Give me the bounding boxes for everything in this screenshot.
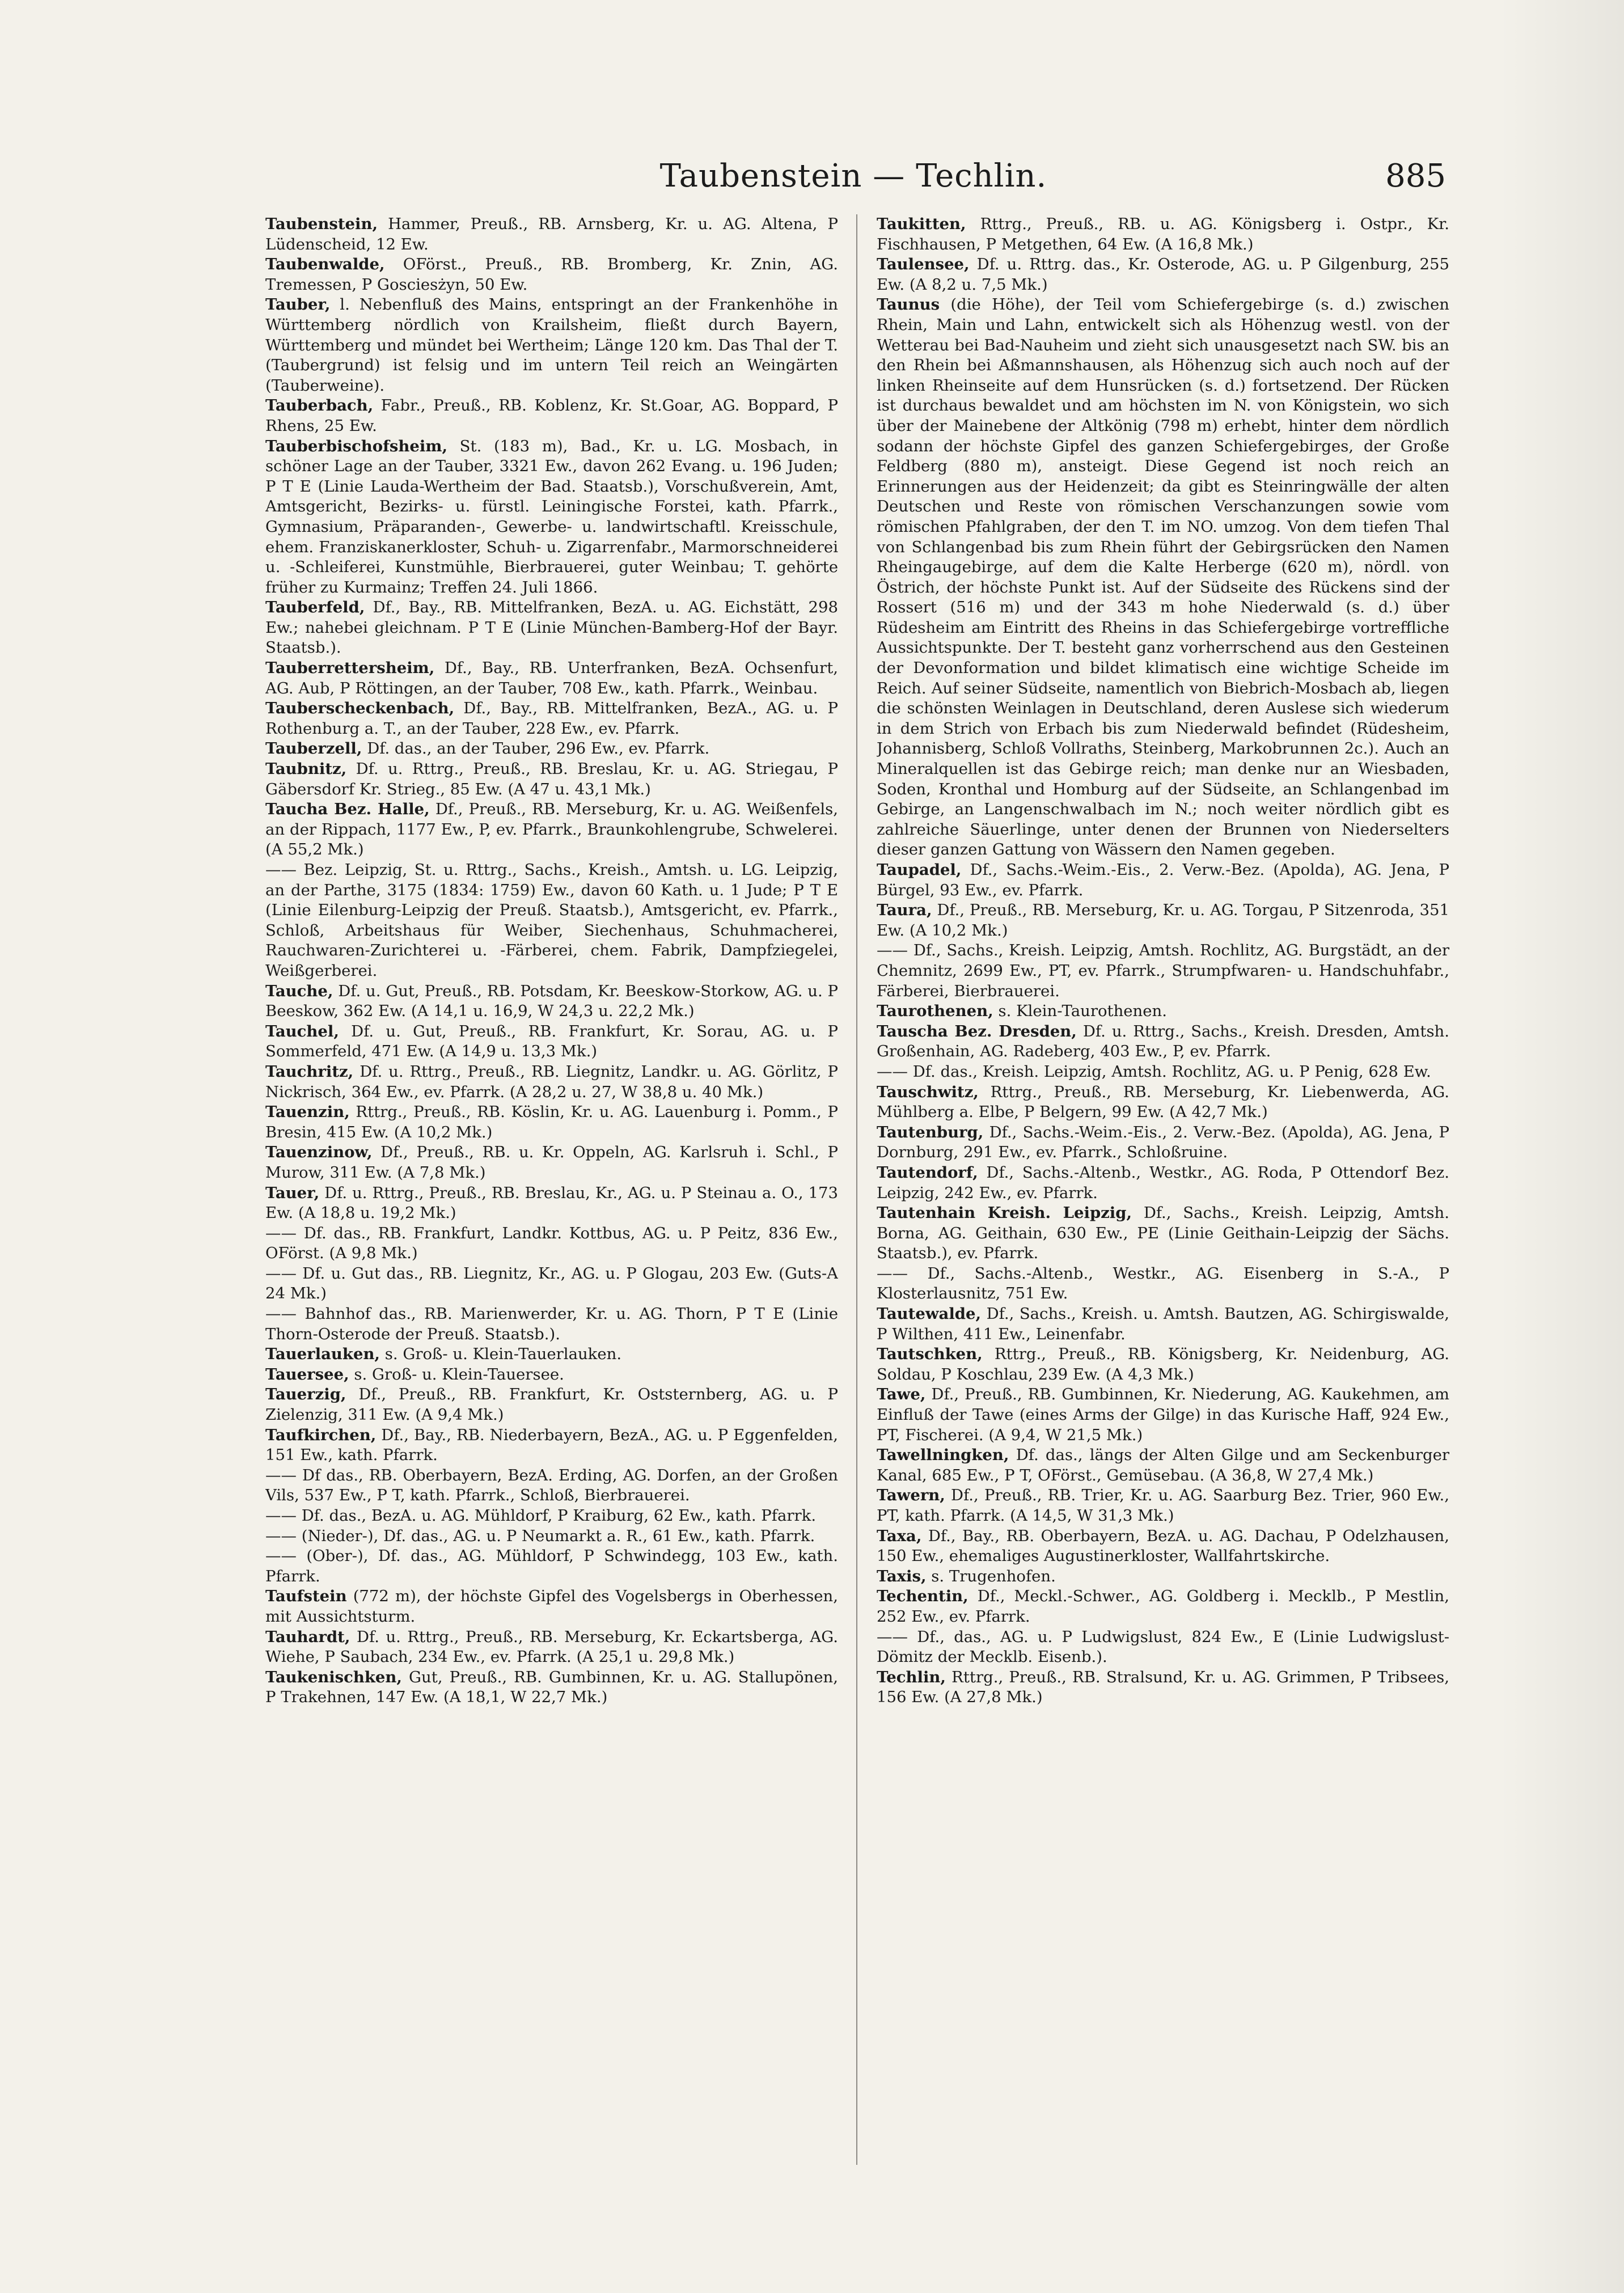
entry-text: Df., Bay., RB. Oberbayern, BezA. u. AG. Dachau, P Odelzhausen, 150 Ew., ehemaliges Augustinerkloster, Wallfahrtskirche. xyxy=(877,1526,1449,1566)
gazetteer-entry xyxy=(265,799,838,860)
entry-headword: Tauberscheckenbach, xyxy=(265,699,455,718)
gazetteer-entry xyxy=(265,1627,838,1668)
page-edge-shadow xyxy=(1499,0,1624,2293)
page-number: 885 xyxy=(1385,158,1446,194)
entry-headword: Tauenzinow, xyxy=(265,1143,373,1162)
gazetteer-entry xyxy=(265,658,838,699)
entry-headword: —— Df das., xyxy=(265,1466,363,1484)
gazetteer-entry xyxy=(265,1425,838,1466)
entry-text: St. u. Rttrg., Sachs., Kreish., Amtsh. u. LG. Leipzig, an der Parthe, 3175 (1834: 1759) Ew., davon 60 Kath. u. 1 Jude; P T E (Linie Eilenburg-Leipzig der Preuß. Staatsb.), Amtsgericht, ev. Pfarrk., Schloß, Arbeitshaus für Weiber, Siechenhaus, Schuhmacherei, Rauchwaren-Zurichterei u. -Färberei, chem. Fabrik, Dampfziegelei, Weißgerberei. xyxy=(265,861,838,980)
entry-headword: Taxa, xyxy=(877,1526,922,1545)
entry-headword: Tauberbischofsheim, xyxy=(265,437,448,455)
entry-text: RB. Oberbayern, BezA. Erding, AG. Dorfen, an der Großen Vils, 537 Ew., P T, kath. Pfarrk., Schloß, Bierbrauerei. xyxy=(265,1466,838,1505)
entry-headword: Techentin, xyxy=(877,1587,969,1606)
entry-headword: Taurothenen, xyxy=(877,1002,993,1021)
entry-headword: —— Df. das., xyxy=(877,1062,978,1081)
entry-headword: —— Df. das., xyxy=(265,1507,367,1525)
gazetteer-entry xyxy=(265,1506,838,1526)
gazetteer-entry xyxy=(265,1102,838,1143)
gazetteer-entry xyxy=(265,860,838,981)
gazetteer-entry xyxy=(877,1001,1449,1022)
entry-headword: —— Df. das., xyxy=(265,1224,371,1242)
gazetteer-entry xyxy=(265,1183,838,1224)
entry-text: (772 m), der höchste Gipfel des Vogelsbergs in Oberhessen, mit Aussichtsturm. xyxy=(265,1587,838,1626)
entry-headword: —— Df., xyxy=(877,941,941,960)
entry-text: Df., Meckl.-Schwer., AG. Goldberg i. Mecklb., P Mestlin, 252 Ew., ev. Pfarrk. xyxy=(877,1587,1449,1626)
entry-text: Df. u. Rttrg., Preuß., RB. Breslau, Kr. u. AG. Striegau, P Gäbersdorf Kr. Strieg., 85 Ew. (A 47 u. 43,1 Mk.) xyxy=(265,760,838,798)
entry-headword: —— (Ober-), xyxy=(265,1547,369,1566)
entry-headword: Taukitten, xyxy=(877,215,966,233)
entry-text: Df. u. Gut, Preuß., RB. Potsdam, Kr. Beeskow-Storkow, AG. u. P Beeskow, 362 Ew. (A 14,1 u. 16,9, W 24,3 u. 22,2 Mk.) xyxy=(265,981,838,1021)
entry-headword: Tauberfeld, xyxy=(265,598,365,617)
entry-headword: Tautenhain Kreish. Leipzig, xyxy=(877,1204,1132,1222)
column-divider xyxy=(856,214,857,2165)
gazetteer-entry xyxy=(877,1385,1449,1445)
entry-headword: Tauchel, xyxy=(265,1022,339,1040)
gazetteer-entry xyxy=(877,1203,1449,1264)
gazetteer-entry xyxy=(877,1627,1449,1668)
entry-headword: Tauerzig, xyxy=(265,1385,346,1404)
gazetteer-entry xyxy=(877,1587,1449,1627)
gazetteer-entry xyxy=(265,1385,838,1425)
gazetteer-entry xyxy=(877,1344,1449,1385)
entry-headword: —— (Nieder-), xyxy=(265,1526,379,1545)
gazetteer-entry xyxy=(877,1445,1449,1486)
entry-headword: Tawern, xyxy=(877,1486,945,1505)
entry-text: Fabr., Preuß., RB. Koblenz, Kr. St.Goar, AG. Boppard, P Rhens, 25 Ew. xyxy=(265,396,838,435)
gazetteer-entry xyxy=(265,1304,838,1344)
entry-headword: Tauber, xyxy=(265,295,331,314)
entry-headword: Tauhardt, xyxy=(265,1627,350,1646)
entry-text: RB. Marienwerder, Kr. u. AG. Thorn, P T E (Linie Thorn-Osterode der Preuß. Staatsb.). xyxy=(265,1305,838,1343)
gazetteer-entry xyxy=(265,1143,838,1183)
entry-headword: Tauche, xyxy=(265,981,333,1000)
entry-text: BezA. u. AG. Mühldorf, P Kraiburg, 62 Ew., kath. Pfarrk. xyxy=(366,1507,817,1525)
entry-headword: —— Df., Sachs.-Altenb., xyxy=(877,1264,1093,1283)
gazetteer-entry xyxy=(877,1567,1449,1587)
entry-text: Df., Sachs.-Weim.-Eis., 2. Verw.-Bez. (Apolda), AG. Jena, P Bürgel, 93 Ew., ev. Pfarrk. xyxy=(877,861,1449,899)
entry-text: Df. das., an der Tauber, 296 Ew., ev. Pfarrk. xyxy=(362,739,710,758)
entry-headword: Taunus xyxy=(877,295,940,314)
entry-headword: Taufkirchen, xyxy=(265,1425,377,1444)
gazetteer-entry xyxy=(265,255,838,295)
gazetteer-entry xyxy=(265,437,838,598)
entry-text: Rttrg., Preuß., RB. Königsberg, Kr. Neidenburg, AG. Soldau, P Koschlau, 239 Ew. (A 4,3 Mk.) xyxy=(877,1345,1449,1384)
entry-text: Sachs., Kreish. Leipzig, Amtsh. Rochlitz, AG. Burgstädt, an der Chemnitz, 2699 Ew., PT, ev. Pfarrk., Strumpfwaren- u. Handschuhfabr., Färberei, Bierbrauerei. xyxy=(877,941,1449,1000)
entry-headword: Tauenzin, xyxy=(265,1103,350,1122)
entry-text: Df. u. Rttrg., Sachs., Kreish. Dresden, Amtsh. Großenhain, AG. Radeberg, 403 Ew., P, ev. Pfarrk. xyxy=(877,1022,1449,1061)
entry-text: Df., Bay., RB. Niederbayern, BezA., AG. u. P Eggenfelden, 151 Ew., kath. Pfarrk. xyxy=(265,1425,838,1465)
entry-text: Gut, Preuß., RB. Gumbinnen, Kr. u. AG. Stallupönen, P Trakehnen, 147 Ew. (A 18,1, W 22,7 Mk.) xyxy=(265,1668,838,1707)
gazetteer-entry xyxy=(265,1022,838,1062)
right-column xyxy=(877,214,1449,2210)
entry-headword: Taubenwalde, xyxy=(265,255,385,274)
entry-headword: Tauer, xyxy=(265,1183,320,1202)
left-column xyxy=(265,214,838,2210)
entry-text: Hammer, Preuß., RB. Arnsberg, Kr. u. AG. Altena, P Lüdenscheid, 12 Ew. xyxy=(265,215,838,253)
gazetteer-entry xyxy=(265,739,838,759)
entry-text: Df. u. Rttrg. das., Kr. Osterode, AG. u. P Gilgenburg, 255 Ew. (A 8,2 u. 7,5 Mk.) xyxy=(877,255,1449,294)
entry-text: Df. u. Gut, Preuß., RB. Frankfurt, Kr. Sorau, AG. u. P Sommerfeld, 471 Ew. (A 14,9 u. 13,3 Mk.) xyxy=(265,1022,838,1061)
entry-headword: Taupadel, xyxy=(877,861,962,879)
entry-text: Df., Preuß., RB. Frankfurt, Kr. Oststernberg, AG. u. P Zielenzig, 311 Ew. (A 9,4 Mk.) xyxy=(265,1385,838,1424)
entry-text: Df. das., AG. Mühldorf, P Schwindegg, 103 Ew., kath. Pfarrk. xyxy=(265,1547,838,1585)
gazetteer-entry xyxy=(877,1526,1449,1567)
entry-text: Df., Sachs., Kreish. u. Amtsh. Bautzen, AG. Schirgiswalde, P Wilthen, 411 Ew., Leinenfabr. xyxy=(877,1305,1449,1343)
entry-text: RB. Frankfurt, Landkr. Kottbus, AG. u. P Peitz, 836 Ew., OFörst. (A 9,8 Mk.) xyxy=(265,1224,838,1263)
entry-text: Df., Preuß., RB. Trier, Kr. u. AG. Saarburg Bez. Trier, 960 Ew., PT, kath. Pfarrk. (A 14,5, W 31,3 Mk.) xyxy=(877,1486,1449,1525)
gazetteer-entry xyxy=(877,1486,1449,1526)
gazetteer-entry xyxy=(877,1304,1449,1344)
entry-text: AG. u. P Ludwigslust, 824 Ew., E (Linie Ludwigslust-Dömitz der Mecklb. Eisenb.). xyxy=(877,1627,1449,1666)
gazetteer-entry xyxy=(265,1264,838,1304)
entry-headword: Taubnitz, xyxy=(265,760,347,779)
entry-text: Df. u. Rttrg., Preuß., RB. Breslau, Kr., AG. u. P Steinau a. O., 173 Ew. (A 18,8 u. 19,2 Mk.) xyxy=(265,1183,838,1222)
gazetteer-entry xyxy=(265,981,838,1022)
entry-text: RB. Liegnitz, Kr., AG. u. P Glogau, 203 Ew. (Guts-A 24 Mk.) xyxy=(265,1264,838,1303)
entry-headword: Tautschken, xyxy=(877,1345,983,1364)
gazetteer-entry xyxy=(877,214,1449,255)
entry-text: Rttrg., Preuß., RB. Köslin, Kr. u. AG. Lauenburg i. Pomm., P Bresin, 415 Ew. (A 10,2 Mk.) xyxy=(265,1103,838,1141)
entry-headword: —— Df. u. Gut das., xyxy=(265,1264,424,1283)
gazetteer-entry xyxy=(877,1123,1449,1163)
gazetteer-entry xyxy=(265,1466,838,1506)
gazetteer-entry xyxy=(265,1224,838,1264)
entry-text: Df., Preuß., RB. u. Kr. Oppeln, AG. Karlsruh i. Schl., P Murow, 311 Ew. (A 7,8 Mk.) xyxy=(265,1143,838,1182)
entry-headword: Tautendorf, xyxy=(877,1163,978,1182)
entry-text: Df., Bay., RB. Mittelfranken, BezA., AG. u. P Rothenburg a. T., an der Tauber, 228 Ew., ev. Pfarrk. xyxy=(265,699,838,738)
entry-text: s. Groß- u. Klein-Tauersee. xyxy=(349,1365,564,1384)
gazetteer-entry xyxy=(265,214,838,255)
entry-headword: Taxis, xyxy=(877,1567,927,1585)
gazetteer-entry xyxy=(877,295,1449,860)
gazetteer-entry xyxy=(265,759,838,799)
entry-text: Rttrg., Preuß., RB. Merseburg, Kr. Liebenwerda, AG. Mühlberg a. Elbe, P Belgern, 99 Ew. (A 42,7 Mk.) xyxy=(877,1082,1449,1122)
entry-text: Westkr., AG. Eisenberg in S.-A., P Klosterlausnitz, 751 Ew. xyxy=(877,1264,1449,1303)
entry-headword: Taukenischken, xyxy=(265,1668,402,1686)
entry-text: s. Groß- u. Klein-Tauerlauken. xyxy=(380,1345,622,1364)
entry-headword: Tauersee, xyxy=(265,1365,349,1384)
entry-text: Rttrg., Preuß., RB. u. AG. Königsberg i. Ostpr., Kr. Fischhausen, P Metgethen, 64 Ew. (A 16,8 Mk.) xyxy=(877,215,1449,253)
gazetteer-entry xyxy=(265,1587,838,1627)
entry-headword: —— Df., das., xyxy=(877,1627,991,1646)
gazetteer-entry xyxy=(877,860,1449,900)
running-title: Taubenstein — Techlin. xyxy=(659,158,1047,194)
gazetteer-entry xyxy=(265,1546,838,1587)
gazetteer-entry xyxy=(265,1062,838,1102)
entry-headword: Taulensee, xyxy=(877,255,970,274)
entry-headword: Techlin, xyxy=(877,1668,946,1686)
entry-headword: Tauscha Bez. Dresden, xyxy=(877,1022,1077,1040)
entry-text: OFörst., Preuß., RB. Bromberg, Kr. Znin, AG. Tremessen, P Gosciesżyn, 50 Ew. xyxy=(265,255,838,294)
entry-text: s. Klein-Taurothenen. xyxy=(993,1002,1167,1021)
entry-text: Df., Bay., RB. Mittelfranken, BezA. u. AG. Eichstätt, 298 Ew.; nahebei gleichnam. P T E (Linie München-Bamberg-Hof der Bayr. Staatsb.). xyxy=(265,598,838,657)
entry-text: Df., Preuß., RB. Gumbinnen, Kr. Niederung, AG. Kaukehmen, am Einfluß der Tawe (eines Arms der Gilge) in das Kurische Haff, 924 Ew., PT, Fischerei. (A 9,4, W 21,5 Mk.) xyxy=(877,1385,1449,1444)
entry-text: (die Höhe), der Teil vom Schiefergebirge (s. d.) zwischen Rhein, Main und Lahn, entwickelt sich als Höhenzug westl. von der Wetterau bei Bad-Nauheim und zieht sich unausgesetzt nach SW. bis an den Rhein bei Aßmannshausen, als Höhenzug sich auch noch auf der linken Rheinseite auf dem Hunsrücken (s. d.) fortsetzend. Der Rücken ist durchaus bewaldet und am höchsten im N. von Königstein, wo sich über der Mainebene der Altkönig (798 m) erhebt, hinter dem nördlich sodann der höchste Gipfel des ganzen Schiefergebirges, der Große Feldberg (880 m), ansteigt. Diese Gegend ist noch reich an Erinnerungen aus der Heidenzeit; da gibt es Steinringwälle der alten Deutschen und Reste von römischen Verschanzungen sowie vom römischen Pfahlgraben, der den T. im NO. umzog. Von dem tiefen Thal von Schlangenbad bis zum Rhein führt der Gebirgsrücken den Namen Rheingaugebirge, auf dem die Kalte Herberge (620 m), nördl. von Östrich, der höchste Punkt ist. Auf der Südseite des Rückens sind der Rossert (516 m) und der 343 m hohe Niederwald (s. d.) über Rüdesheim am Eintritt des Rheins in das Schiefergebirge vortreffliche Aussichtspunkte. Der T. besteht ganz vorherrschend aus den Gesteinen der Devonformation und bildet klimatisch eine wichtige Scheide im Reich. Auf seiner Südseite, namentlich von Biebrich-Mosbach ab, liegen die schönsten Weinlagen in Deutschland, deren Auslese sich wiederum in dem Strich von Erbach bis zum Niederwald befindet (Rüdesheim, Johannisberg, Schloß Vollraths, Steinberg, Markobrunnen 2c.). Auch an Mineralquellen ist das Gebirge reich; man denke nur an Wiesbaden, Soden, Kronthal und Homburg auf der Südseite, an Schlangenbad im Gebirge, an Langenschwalbach im N.; noch weiter nördlich gibt es zahlreiche Säuerlinge, unter denen der Brunnen von Niederselters dieser ganzen Gattung von Wässern den Namen gegeben. xyxy=(877,295,1449,859)
entry-text: Df., Sachs.-Altenb., Westkr., AG. Roda, P Ottendorf Bez. Leipzig, 242 Ew., ev. Pfarrk. xyxy=(877,1163,1449,1202)
entry-headword: Tauerlauken, xyxy=(265,1345,380,1364)
gazetteer-entry xyxy=(877,1082,1449,1123)
entry-text: Df., Sachs.-Weim.-Eis., 2. Verw.-Bez. (Apolda), AG. Jena, P Dornburg, 291 Ew., ev. Pfarrk., Schloßruine. xyxy=(877,1123,1449,1162)
entry-headword: Taubenstein, xyxy=(265,215,378,233)
gazetteer-entry xyxy=(265,295,838,396)
entry-text: Kreish. Leipzig, Amtsh. Rochlitz, AG. u. P Penig, 628 Ew. xyxy=(978,1062,1431,1081)
gazetteer-entry xyxy=(265,1668,838,1708)
gazetteer-entry xyxy=(877,900,1449,941)
entry-text: Df., Bay., RB. Unterfranken, BezA. Ochsenfurt, AG. Aub, P Röttingen, an der Tauber, 708 Ew., kath. Pfarrk., Weinbau. xyxy=(265,659,838,697)
entry-headword: —— Bahnhof das., xyxy=(265,1305,416,1323)
entry-text: Df., Preuß., RB. Merseburg, Kr. u. AG. Weißenfels, an der Rippach, 1177 Ew., P, ev. Pfarrk., Braunkohlengrube, Schwelerei. (A 55,2 Mk.) xyxy=(265,800,838,859)
entry-headword: Tawe, xyxy=(877,1385,926,1404)
gazetteer-entry xyxy=(877,1264,1449,1304)
gazetteer-entry xyxy=(877,1022,1449,1062)
gazetteer-entry xyxy=(877,255,1449,295)
entry-text: Df. u. Rttrg., Preuß., RB. Merseburg, Kr. Eckartsberga, AG. Wiehe, P Saubach, 234 Ew., ev. Pfarrk. (A 25,1 u. 29,8 Mk.) xyxy=(265,1627,838,1666)
entry-text: Df. das., AG. u. P Neumarkt a. R., 61 Ew., kath. Pfarrk. xyxy=(378,1526,815,1545)
entry-text: Df., Sachs., Kreish. Leipzig, Amtsh. Borna, AG. Geithain, 630 Ew., PE (Linie Geithain-Leipzig der Sächs. Staatsb.), ev. Pfarrk. xyxy=(877,1204,1449,1263)
entry-headword: Tauchritz, xyxy=(265,1062,354,1081)
entry-text: s. Trugenhofen. xyxy=(926,1567,1056,1585)
entry-text: St. (183 m), Bad., Kr. u. LG. Mosbach, in schöner Lage an der Tauber, 3321 Ew., davon 262 Evang. u. 196 Juden; P T E (Linie Lauda-Wertheim der Bad. Staatsb.), Vorschußverein, Amt, Amtsgericht, Bezirks- u. fürstl. Leiningische Forstei, kath. Pfarrk., Gymnasium, Präparanden-, Gewerbe- u. landwirtschaftl. Kreisschule, ehem. Franziskanerkloster, Schuh- u. Zigarrenfabr., Marmorschneiderei u. -Schleiferei, Kunstmühle, Bierbrauerei, guter Weinbau; T. gehörte früher zu Kurmainz; Treffen 24. Juli 1866. xyxy=(265,437,838,596)
entry-headword: Tauberbach, xyxy=(265,396,374,415)
entry-text: Df. u. Rttrg., Preuß., RB. Liegnitz, Landkr. u. AG. Görlitz, P Nickrisch, 364 Ew., ev. Pfarrk. (A 28,2 u. 27, W 38,8 u. 40 Mk.) xyxy=(265,1062,838,1101)
gazetteer-entry xyxy=(877,941,1449,1001)
gazetteer-entry xyxy=(265,1526,838,1547)
gazetteer-entry xyxy=(265,699,838,739)
gazetteer-entry xyxy=(877,1163,1449,1203)
entry-headword: Tautenburg, xyxy=(877,1123,984,1141)
entry-headword: Tauschwitz, xyxy=(877,1082,979,1101)
gazetteer-entry xyxy=(877,1062,1449,1082)
entry-headword: Taufstein xyxy=(265,1587,347,1606)
entry-text: Df. das., längs der Alten Gilge und am Seckenburger Kanal, 685 Ew., P T, OFörst., Gemüsebau. (A 36,8, W 27,4 Mk.) xyxy=(877,1446,1449,1484)
running-header xyxy=(261,158,1446,203)
entry-text: Rttrg., Preuß., RB. Stralsund, Kr. u. AG. Grimmen, P Tribsees, 156 Ew. (A 27,8 Mk.) xyxy=(877,1668,1449,1707)
entry-headword: Taucha Bez. Halle, xyxy=(265,800,430,819)
gazetteer-entry xyxy=(265,1344,838,1365)
entry-text: l. Nebenfluß des Mains, entspringt an der Frankenhöhe in Württemberg nördlich von Krailsheim, fließt durch Bayern, Württemberg und mündet bei Wertheim; Länge 120 km. Das Thal der T. (Taubergrund) ist felsig und im untern Teil reich an Weingärten (Tauberweine). xyxy=(265,295,838,395)
entry-headword: Tawellningken, xyxy=(877,1446,1009,1465)
entry-headword: —— Bez. Leipzig, xyxy=(265,861,408,879)
gazetteer-entry xyxy=(265,598,838,658)
entry-headword: Taura, xyxy=(877,901,932,920)
entry-text: Df., Preuß., RB. Merseburg, Kr. u. AG. Torgau, P Sitzenroda, 351 Ew. (A 10,2 Mk.) xyxy=(877,901,1449,940)
entry-headword: Tautewalde, xyxy=(877,1305,982,1323)
entry-headword: Tauberrettersheim, xyxy=(265,659,435,678)
gazetteer-entry xyxy=(265,396,838,436)
gazetteer-entry xyxy=(265,1365,838,1385)
gazetteer-entry xyxy=(877,1668,1449,1708)
entry-headword: Tauberzell, xyxy=(265,739,362,758)
